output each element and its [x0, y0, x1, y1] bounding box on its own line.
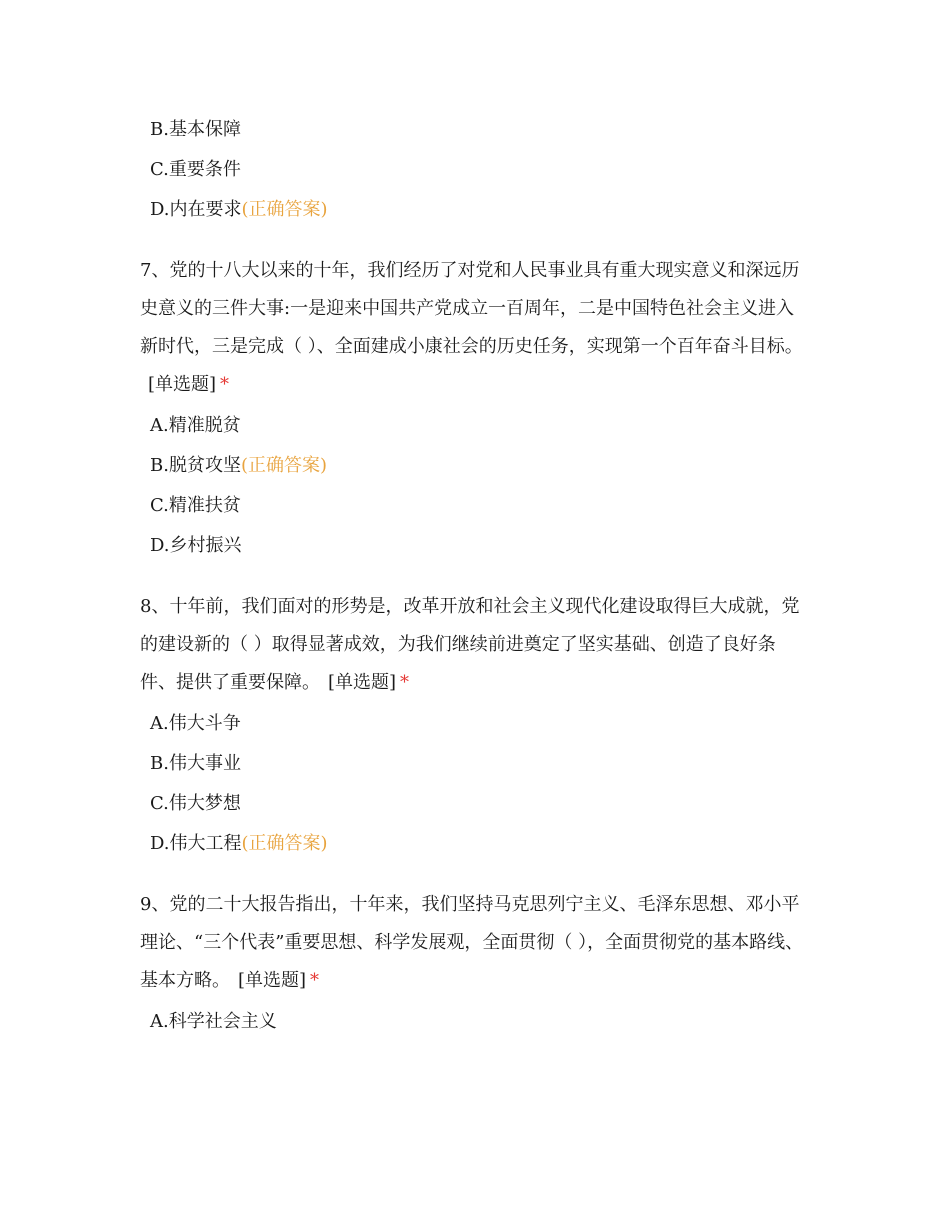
option-label: B.基本保障	[150, 119, 241, 140]
required-mark: *	[220, 374, 230, 395]
question-9	[140, 886, 810, 1034]
option-label: C.精准扶贫	[150, 495, 241, 516]
option-b	[150, 118, 810, 142]
question-stem: 9、党的二十大报告指出，十年来，我们坚持马克思列宁主义、毛泽东思想、邓小平理论、“三个代表”重要思想、科学发展观，全面贯彻（ ），全面贯彻党的基本路线、基本方略。	[140, 894, 804, 991]
question-type: [单选题]	[148, 374, 217, 395]
option-c	[150, 494, 810, 518]
option-d	[150, 534, 810, 558]
option-label: D.内在要求	[150, 199, 242, 220]
option-label: D.伟大工程	[150, 833, 242, 854]
option-label: A.伟大斗争	[150, 713, 241, 734]
option-c	[150, 158, 810, 182]
option-a	[150, 414, 810, 438]
question-text	[140, 886, 810, 1000]
question-stem: 7、党的十八大以来的十年，我们经历了对党和人民事业具有重大现实意义和深远历史意义的三件大事:一是迎来中国共产党成立一百周年，二是中国特色社会主义进入新时代，三是完成（ ）、全面建成小康社会的历史任务，实现第一个百年奋斗目标。	[140, 260, 803, 357]
question-type: [单选题]	[328, 672, 397, 693]
option-label: B.脱贫攻坚	[150, 455, 241, 476]
option-a	[150, 1010, 810, 1034]
option-label: A.科学社会主义	[150, 1011, 277, 1032]
option-c	[150, 792, 810, 816]
option-label: C.伟大梦想	[150, 793, 241, 814]
prev-question-options	[140, 118, 810, 222]
correct-answer-tag: (正确答案)	[241, 199, 328, 220]
required-mark: *	[400, 672, 410, 693]
question-type: [单选题]	[238, 970, 307, 991]
option-b	[150, 454, 810, 478]
option-a	[150, 712, 810, 736]
question-8	[140, 588, 810, 856]
option-label: A.精准脱贫	[150, 415, 241, 436]
option-label: D.乡村振兴	[150, 535, 242, 556]
survey-document	[140, 118, 810, 1050]
option-b	[150, 752, 810, 776]
option-d	[150, 832, 810, 856]
question-text	[140, 588, 810, 702]
correct-answer-tag: (正确答案)	[240, 455, 327, 476]
option-label: B.伟大事业	[150, 753, 241, 774]
question-7	[140, 252, 810, 558]
correct-answer-tag: (正确答案)	[241, 833, 328, 854]
question-stem: 8、十年前，我们面对的形势是，改革开放和社会主义现代化建设取得巨大成就，党的建设新的（ ）取得显著成效，为我们继续前进奠定了坚实基础、创造了良好条件、提供了重要保障。	[140, 596, 800, 693]
question-text	[140, 252, 810, 404]
option-d	[150, 198, 810, 222]
required-mark: *	[310, 970, 320, 991]
option-label: C.重要条件	[150, 159, 241, 180]
